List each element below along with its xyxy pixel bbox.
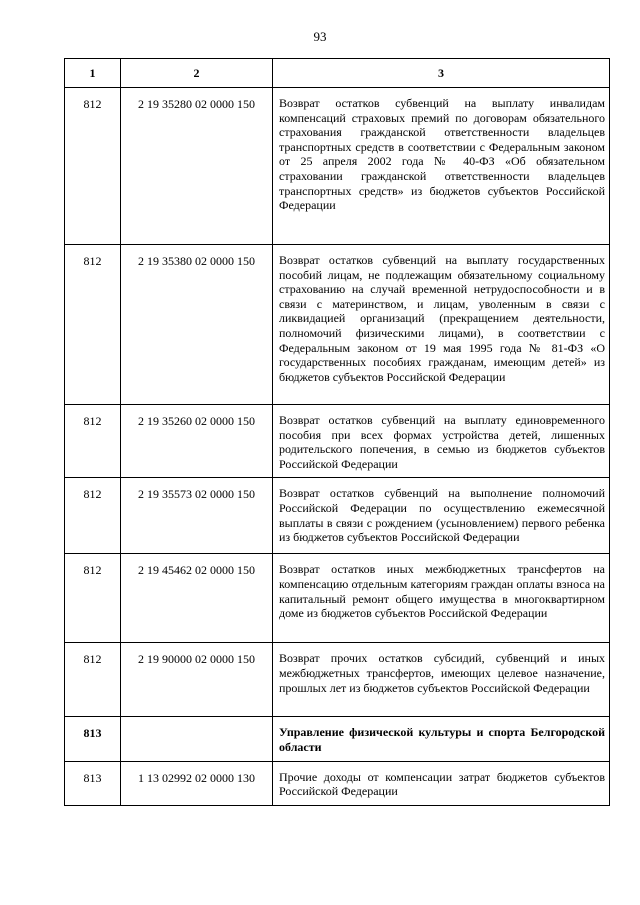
page-number: 93 [313,29,327,44]
budget-code-cell: 1 13 02992 02 0000 130 [121,761,273,805]
table-row [65,478,610,554]
table-row [65,405,610,478]
description-cell: Прочие доходы от компенсации затрат бюджетов субъектов Российской Федерации [273,761,610,805]
budget-code-cell: 2 19 35380 02 0000 150 [121,245,273,405]
description-cell: Возврат остатков иных межбюджетных трансфертов на компенсацию отдельным категориям граждан оплаты взноса на капитальный ремонт общего имущества в многоквартирном доме из бюджетов субъектов Российской Федерации [273,554,610,643]
table-row [65,717,610,761]
table-row [65,554,610,643]
admin-code-cell: 813 [65,761,121,805]
description-cell: Возврат остатков субвенций на выплату инвалидам компенсаций страховых премий по договорам обязательного страхования гражданской ответственности владельцев транспортных средств в соответствии с Федеральным законом от 25 апреля 2002 года № 40-ФЗ «Об обязательном страховании гражданской ответственности владельцев транспортных средств» из бюджетов субъектов Российской Федерации [273,88,610,245]
budget-code-cell: 2 19 35280 02 0000 150 [121,88,273,245]
admin-code-cell: 812 [65,643,121,717]
budget-code-cell: 2 19 35573 02 0000 150 [121,478,273,554]
admin-code-cell: 812 [65,478,121,554]
header-col-2: 2 [121,59,273,88]
description-cell: Возврат прочих остатков субсидий, субвенций и иных межбюджетных трансфертов, имеющих целевое назначение, прошлых лет из бюджетов субъектов Российской Федерации [273,643,610,717]
description-cell: Возврат остатков субвенций на выплату единовременного пособия при всех формах устройства детей, лишенных родительского попечения, в семью из бюджетов субъектов Российской Федерации [273,405,610,478]
budget-code-cell [121,717,273,761]
admin-code-cell: 812 [65,245,121,405]
budget-code-cell: 2 19 45462 02 0000 150 [121,554,273,643]
budget-codes-table [64,58,610,806]
admin-code-cell: 812 [65,88,121,245]
budget-code-cell: 2 19 35260 02 0000 150 [121,405,273,478]
description-cell: Возврат остатков субвенций на выполнение полномочий Российской Федерации по осуществлению ежемесячной выплаты в связи с рождением (усыновлением) первого ребенка из бюджетов субъектов Российской Федерации [273,478,610,554]
admin-code-cell: 813 [65,717,121,761]
budget-code-cell: 2 19 90000 02 0000 150 [121,643,273,717]
header-col-1: 1 [65,59,121,88]
admin-code-cell: 812 [65,405,121,478]
table-row [65,88,610,245]
description-cell: Возврат остатков субвенций на выплату государственных пособий лицам, не подлежащим обязательному социальному страхованию на случай временной нетрудоспособности и в связи с материнством, и лицам, уволенным в связи с ликвидацией организаций (прекращением деятельности, полномочий физическими лицами), в соответствии с Федеральным законом от 19 мая 1995 года № 81-ФЗ «О государственных пособиях гражданам, имеющим детей» из бюджетов субъектов Российской Федерации [273,245,610,405]
table-row [65,761,610,805]
table-row [65,643,610,717]
administrator-name-cell: Управление физической культуры и спорта Белгородской области [273,717,610,761]
table-row [65,245,610,405]
table-header-row [65,59,610,88]
admin-code-cell: 812 [65,554,121,643]
header-col-3: 3 [273,59,610,88]
